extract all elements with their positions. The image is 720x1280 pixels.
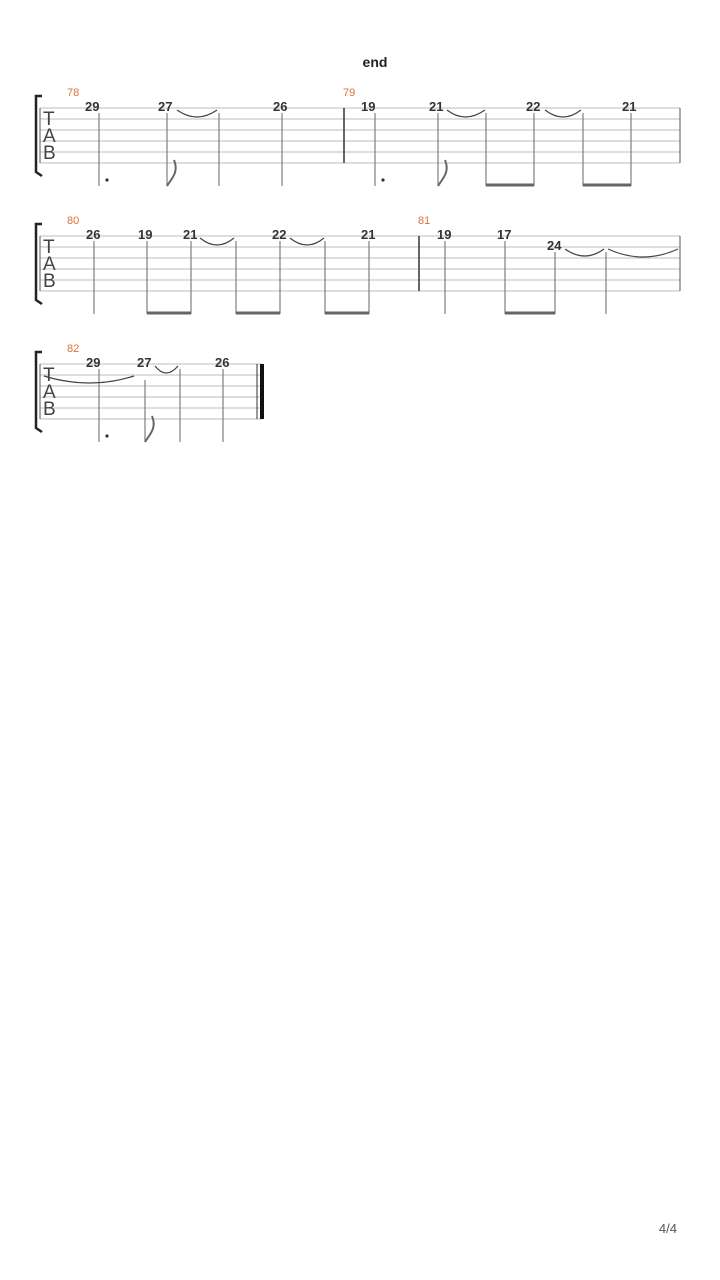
ties (177, 110, 581, 117)
fret-number: 27 (158, 99, 173, 114)
section-marker: end (362, 54, 388, 70)
page-number: 4/4 (658, 1221, 677, 1236)
fret-number: 27 (137, 355, 152, 370)
measure-number: 78 (67, 87, 80, 99)
fret-number: 21 (622, 99, 637, 114)
fret-number: 21 (183, 227, 198, 242)
staff-lines (40, 108, 680, 163)
dots (105, 178, 384, 181)
note-stems (94, 241, 606, 314)
measure-number: 80 (67, 215, 80, 227)
fret-number: 26 (273, 99, 288, 114)
fret-number: 21 (361, 227, 376, 242)
fret-number: 17 (497, 227, 512, 242)
flags (145, 416, 154, 442)
tab-clef-t: T (43, 365, 55, 386)
flags (167, 160, 447, 186)
fret-number: 22 (526, 99, 541, 114)
fret-number: 26 (215, 355, 230, 370)
system-2 (36, 215, 680, 314)
tab-clef-a: A (43, 254, 56, 275)
fret-number: 29 (85, 99, 100, 114)
fret-number: 24 (547, 238, 562, 253)
measure-number: 82 (67, 343, 80, 355)
measure-number: 81 (418, 215, 431, 227)
staff-lines (40, 236, 680, 291)
system-1 (36, 87, 680, 186)
tab-clef-a: A (43, 126, 56, 147)
staff-lines (40, 364, 262, 419)
dots (105, 434, 108, 437)
system-3 (36, 343, 262, 442)
tab-clef-t: T (43, 237, 55, 258)
fret-number: 22 (272, 227, 287, 242)
tab-clef-b: B (43, 399, 56, 420)
fret-number: 26 (86, 227, 101, 242)
fret-number: 19 (138, 227, 153, 242)
tab-clef-a: A (43, 382, 56, 403)
note-stems (99, 113, 631, 186)
fret-number: 29 (86, 355, 101, 370)
fret-number: 19 (361, 99, 376, 114)
tab-clef-b: B (43, 271, 56, 292)
fret-number: 21 (429, 99, 444, 114)
measure-number: 79 (343, 87, 356, 99)
fret-number: 19 (437, 227, 452, 242)
tab-clef-b: B (43, 143, 56, 164)
tab-clef-t: T (43, 109, 55, 130)
